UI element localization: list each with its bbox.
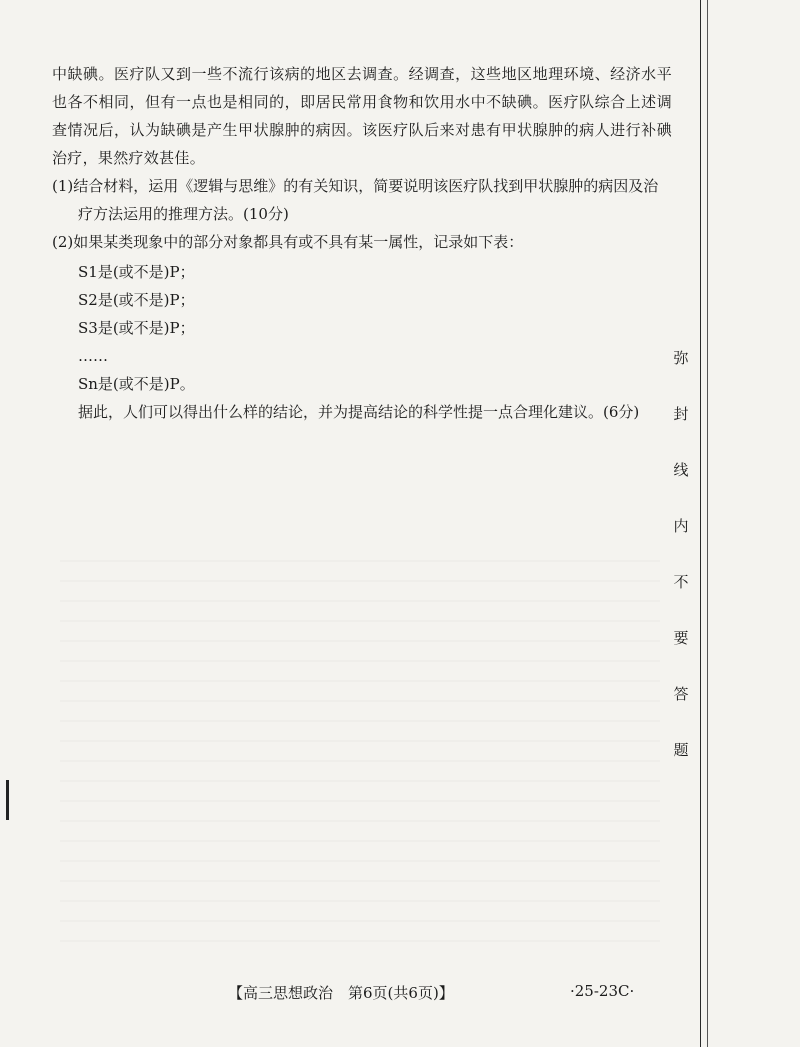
binding-char: 不 xyxy=(673,573,689,591)
record-line: …… xyxy=(78,347,108,365)
question-item-2 xyxy=(52,228,672,256)
binding-char: 线 xyxy=(673,461,689,479)
binding-char: 内 xyxy=(673,517,689,535)
record-line: S3是(或不是)P； xyxy=(78,319,195,337)
footer-code: ·25-23C· xyxy=(570,982,635,1000)
binding-warning xyxy=(666,330,696,778)
material-paragraph: 中缺碘。医疗队又到一些不流行该病的地区去调查。经调查，这些地区地理环境、经济水平也各不相同，但有一点也是相同的，即居民常用食物和饮用水中不缺碘。医疗队综合上述调查情况后，认为缺碘是产生甲状腺肿的病因。该医疗队后来对患有甲状腺肿的病人进行补碘治疗，果然疗效甚佳。 xyxy=(52,65,672,167)
binding-char: 弥 xyxy=(673,349,689,367)
question-item-1-text: (1)结合材料，运用《逻辑与思维》的有关知识，简要说明该医疗队找到甲状腺肿的病因及治疗方法运用的推理方法。(10分) xyxy=(52,177,659,223)
question-item-2-conclusion: 据此，人们可以得出什么样的结论，并为提高结论的科学性提一点合理化建议。(6分) xyxy=(78,403,640,421)
question-item-2-intro: (2)如果某类现象中的部分对象都具有或不具有某一属性，记录如下表： xyxy=(52,233,524,251)
question-item-1 xyxy=(52,172,672,228)
record-line: S2是(或不是)P； xyxy=(78,291,195,309)
page-footer xyxy=(0,982,800,1006)
scan-edge-mark xyxy=(6,780,9,820)
record-line: Sn是(或不是)P。 xyxy=(78,375,195,393)
binding-char: 封 xyxy=(673,405,689,423)
question-block xyxy=(52,60,672,426)
binding-char: 答 xyxy=(673,685,689,703)
binding-char: 要 xyxy=(673,629,689,647)
binding-line xyxy=(700,0,701,1047)
binding-char: 题 xyxy=(673,741,689,759)
footer-title: 【高三思想政治 第6页(共6页)】 xyxy=(228,984,454,1002)
record-line: S1是(或不是)P； xyxy=(78,263,195,281)
record-table xyxy=(78,258,672,398)
bleed-through-texture xyxy=(60,560,660,960)
binding-line-inner xyxy=(707,0,708,1047)
